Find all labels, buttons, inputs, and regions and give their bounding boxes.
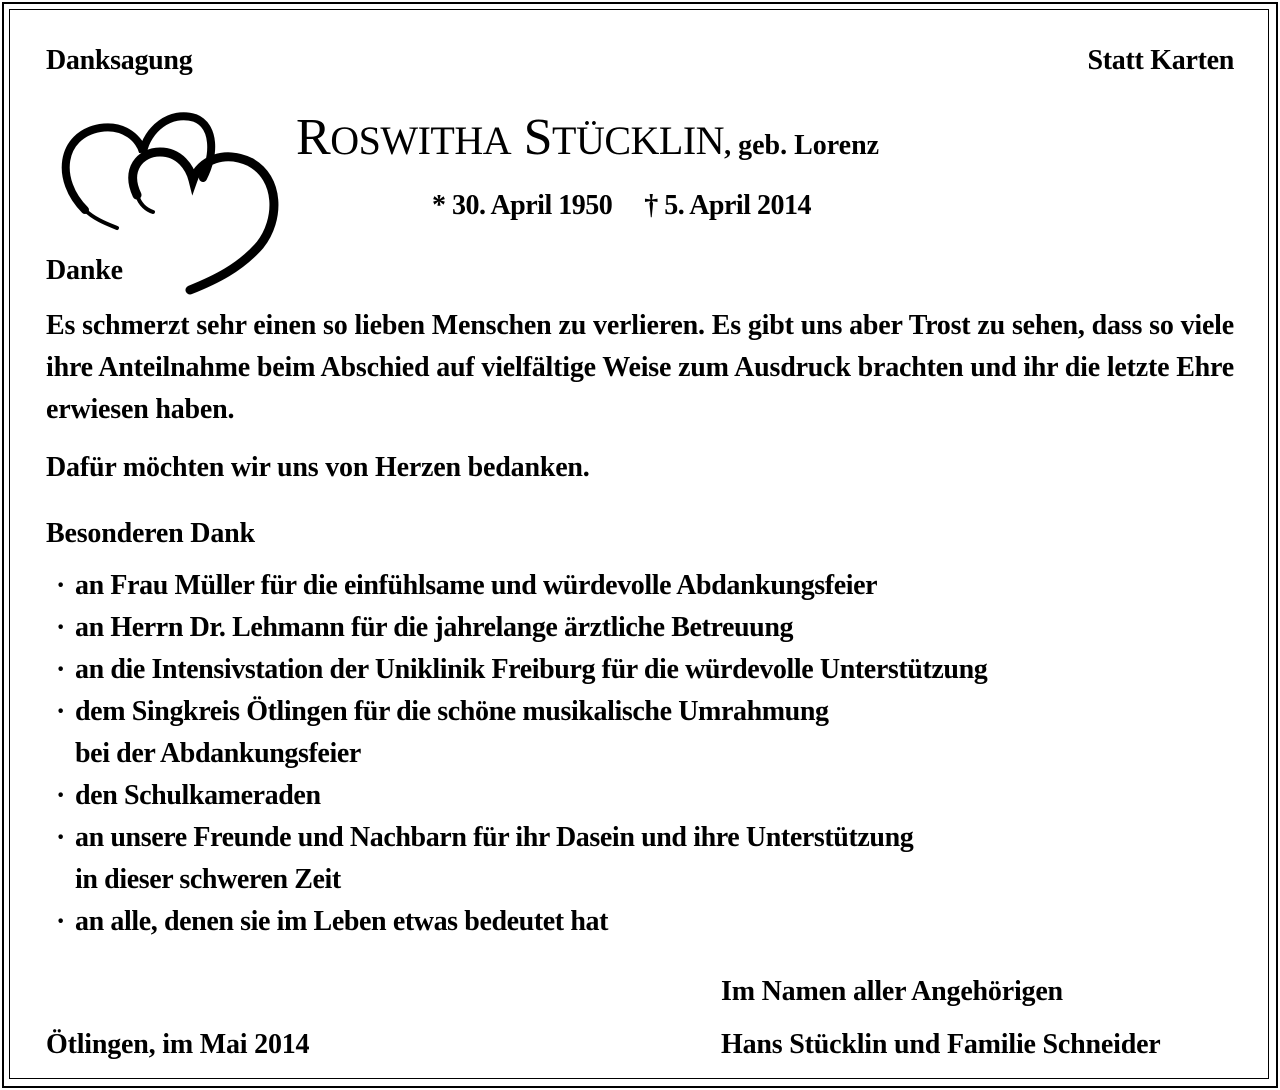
list-item xyxy=(56,817,987,901)
list-item-text: an unsere Freunde und Nachbarn für ihr Dasein und ihre Unterstützung xyxy=(75,822,914,853)
signature-line-2: Hans Stücklin und Familie Schneider xyxy=(721,1029,1161,1060)
list-bullet: · xyxy=(56,570,65,601)
name-first-initial: R xyxy=(296,109,331,166)
birth-date: * 30. April 1950 xyxy=(432,190,613,221)
place-date: Ötlingen, im Mai 2014 xyxy=(46,1029,310,1060)
list-item-text: an Herrn Dr. Lehmann für die jahrelange ärztliche Betreuung xyxy=(75,612,794,643)
list-bullet: · xyxy=(56,654,65,685)
birth-name: , geb. Lorenz xyxy=(724,130,880,161)
list-bullet: · xyxy=(56,696,65,727)
list-item xyxy=(56,691,987,775)
danke-heading: Danke xyxy=(46,255,123,286)
header-danksagung: Danksagung xyxy=(46,45,193,76)
list-bullet: · xyxy=(56,612,65,643)
thanks-list xyxy=(56,565,987,943)
thanks-paragraph: Es schmerzt sehr einen so lieben Menschen zu verlieren. Es gibt uns aber Trost zu sehen, dass so viele ihre Anteilnahme beim Abschied auf vielfältige Weise zum Ausdruck brachten und ihr die letzte Ehre erwiesen haben. xyxy=(46,310,1234,425)
name-first-rest: OSWITHA xyxy=(330,118,512,163)
list-item-text: dem Singkreis Ötlingen für die schöne musikalische Umrahmung xyxy=(75,696,829,727)
list-item-text: den Schulkameraden xyxy=(75,780,321,811)
name-last-rest: TÜCKLIN xyxy=(552,118,725,163)
life-dates xyxy=(432,190,811,222)
special-thanks-heading: Besonderen Dank xyxy=(46,518,255,549)
list-item-text-continued: in dieser schweren Zeit xyxy=(75,864,341,895)
list-item-text: an Frau Müller für die einfühlsame und würdevolle Abdankungsfeier xyxy=(75,570,878,601)
list-item xyxy=(56,565,987,607)
list-item xyxy=(56,607,987,649)
deceased-name xyxy=(296,108,879,167)
name-last-initial: S xyxy=(523,109,553,166)
list-item-text-continued: bei der Abdankungsfeier xyxy=(75,738,361,769)
list-item xyxy=(56,775,987,817)
list-item-text: an alle, denen sie im Leben etwas bedeutet hat xyxy=(75,906,609,937)
list-bullet: · xyxy=(56,906,65,937)
list-item-text: an die Intensivstation der Uniklinik Freiburg für die würdevolle Unterstützung xyxy=(75,654,988,685)
death-date: † 5. April 2014 xyxy=(644,190,811,221)
signature-line-1: Im Namen aller Angehörigen xyxy=(721,976,1063,1007)
list-bullet: · xyxy=(56,822,65,853)
thanks-sentence: Dafür möchten wir uns von Herzen bedanken. xyxy=(46,452,590,483)
header-statt-karten: Statt Karten xyxy=(1087,45,1234,76)
list-bullet: · xyxy=(56,780,65,811)
list-item xyxy=(56,901,987,943)
list-item xyxy=(56,649,987,691)
